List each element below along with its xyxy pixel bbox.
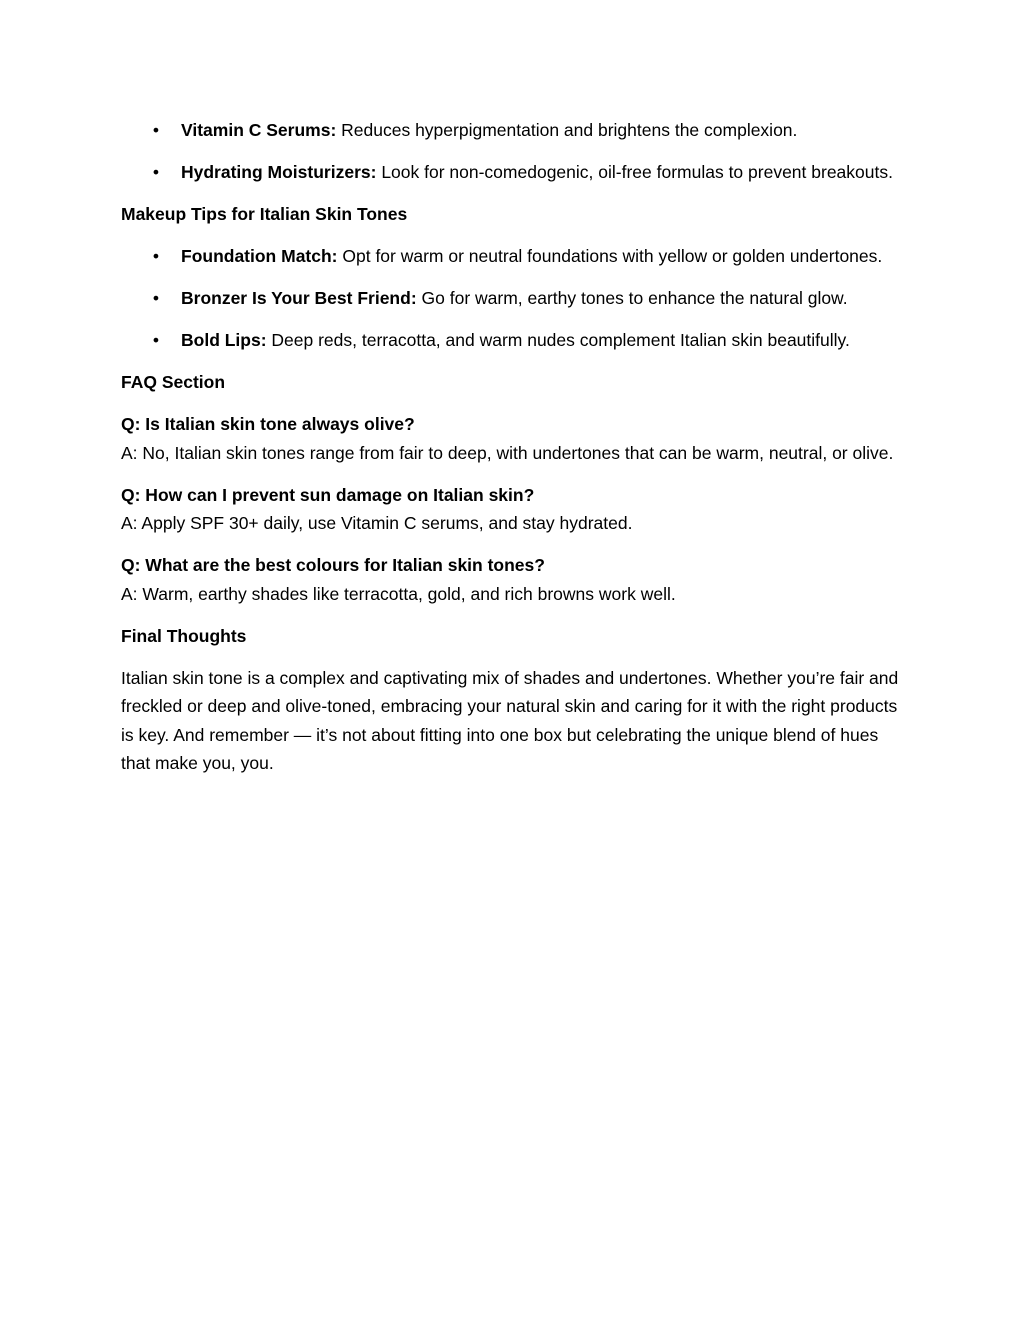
faq-item [121,410,911,467]
bullet-icon: • [152,288,160,308]
faq-heading: FAQ Section [121,372,226,392]
list-item [121,242,911,271]
list-item-text: Opt for warm or neutral foundations with yellow or golden undertones. [337,246,883,266]
makeup-list [121,242,911,355]
makeup-heading: Makeup Tips for Italian Skin Tones [121,204,408,224]
list-item-term: Bronzer Is Your Best Friend: [181,288,417,308]
faq-answer: A: Warm, earthy shades like terracotta, gold, and rich browns work well. [121,583,676,604]
list-item [121,158,911,187]
list-item-text: Reduces hyperpigmentation and brightens the complexion. [336,120,798,140]
list-item-term: Foundation Match: [181,246,338,266]
faq-question: Q: What are the best colours for Italian skin tones? [121,555,545,575]
bullet-icon: • [152,162,160,182]
list-item-text: Look for non-comedogenic, oil-free formulas to prevent breakouts. [376,162,893,182]
final-thoughts-heading: Final Thoughts [121,625,247,646]
faq-answer: A: No, Italian skin tones range from fair to deep, with undertones that can be warm, neutral, or olive. [121,442,894,463]
list-item-term: Bold Lips: [181,330,267,350]
document-page [121,116,911,778]
list-item [121,116,911,145]
final-thoughts-paragraph: Italian skin tone is a complex and captivating mix of shades and undertones. Whether you’re fair and freckled or deep and olive-toned, embracing your natural skin and caring for it with the right products is key. And remember — it’s not about fitting into one box but celebrating the unique blend of hues that make you, you. [121,667,899,773]
faq-answer: A: Apply SPF 30+ daily, use Vitamin C serums, and stay hydrated. [121,513,633,533]
faq-question: Q: Is Italian skin tone always olive? [121,414,415,434]
list-item-text: Go for warm, earthy tones to enhance the natural glow. [416,288,848,308]
faq-item [121,481,911,538]
list-item [121,326,911,355]
bullet-icon: • [152,330,160,350]
bullet-icon: • [152,246,160,266]
list-item-term: Hydrating Moisturizers: [181,162,377,182]
list-item [121,284,911,313]
skincare-list [121,116,911,187]
list-item-term: Vitamin C Serums: [181,120,337,140]
faq-question: Q: How can I prevent sun damage on Italian skin? [121,484,535,505]
faq-item [121,551,911,608]
bullet-icon: • [152,120,160,140]
list-item-text: Deep reds, terracotta, and warm nudes complement Italian skin beautifully. [266,330,850,350]
